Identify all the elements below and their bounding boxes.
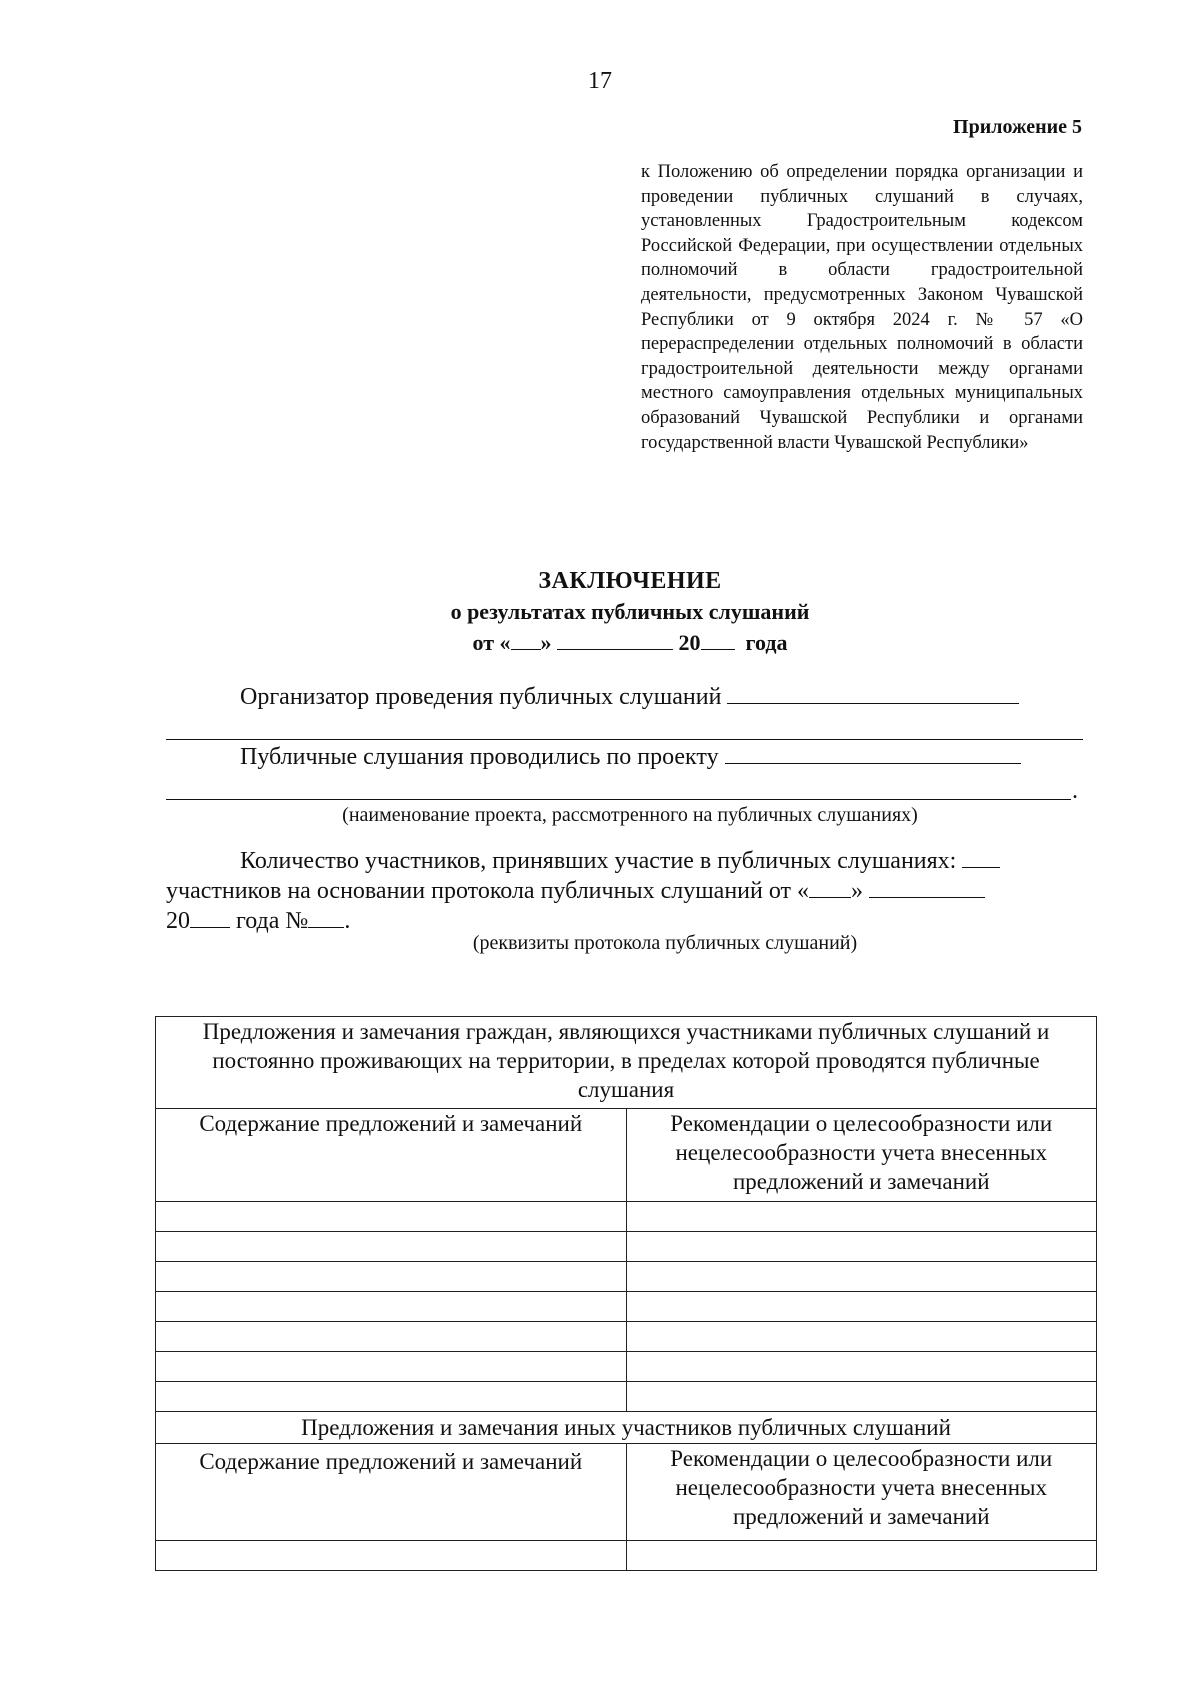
protocol-hint: (реквизиты протокола публичных слушаний) bbox=[472, 932, 858, 954]
section1-column-headers bbox=[156, 1109, 1097, 1202]
participants-line bbox=[240, 846, 1000, 876]
section2-title: Предложения и замечания иных участников публичных слушаний bbox=[156, 1412, 1097, 1444]
table-row bbox=[156, 1382, 1097, 1412]
organizer-blank-line-2[interactable] bbox=[166, 739, 1083, 740]
project-hint: (наименование проекта, рассмотренного на публичных слушаниях) bbox=[342, 804, 918, 826]
table-row bbox=[156, 1541, 1097, 1571]
appendix-title: Приложение 5 bbox=[953, 116, 1082, 138]
document-title: ЗАКЛЮЧЕНИЕ bbox=[538, 568, 722, 594]
table-cell[interactable] bbox=[156, 1541, 627, 1571]
document-subtitle: о результатах публичных слушаний bbox=[450, 599, 810, 624]
project-line bbox=[240, 742, 1021, 772]
date-year-prefix: 20 bbox=[678, 630, 701, 655]
organizer-line bbox=[240, 682, 1019, 712]
protocol-day-blank[interactable] bbox=[809, 877, 851, 898]
day-blank[interactable] bbox=[511, 629, 541, 650]
project-period: . bbox=[1072, 778, 1078, 804]
column-recommendations-header-2: Рекомендации о целесообразности или нецелесообразности учета внесенных предложений и замечаний bbox=[626, 1444, 1097, 1541]
project-label: Публичные слушания проводились по проекту bbox=[240, 744, 719, 770]
table-cell[interactable] bbox=[156, 1262, 627, 1292]
table-cell[interactable] bbox=[156, 1232, 627, 1262]
table-cell[interactable] bbox=[626, 1382, 1097, 1412]
table-row bbox=[156, 1322, 1097, 1352]
organizer-label: Организатор проведения публичных слушаний bbox=[240, 684, 722, 710]
table-cell[interactable] bbox=[156, 1202, 627, 1232]
table-cell[interactable] bbox=[156, 1292, 627, 1322]
date-suffix: года bbox=[745, 630, 788, 655]
organizer-blank[interactable] bbox=[727, 683, 1019, 704]
section1-title: Предложения и замечания граждан, являющихся участниками публичных слушаний и постоянно проживающих на территории, в пределах которой проводятся публичные слушания bbox=[156, 1017, 1097, 1109]
table-cell[interactable] bbox=[156, 1382, 627, 1412]
table-cell[interactable] bbox=[156, 1352, 627, 1382]
participants-count-blank[interactable] bbox=[962, 847, 1000, 868]
column-content-header-2: Содержание предложений и замечаний bbox=[156, 1444, 627, 1541]
date-prefix: от « bbox=[472, 630, 511, 655]
protocol-number-blank[interactable] bbox=[308, 907, 344, 928]
table-row bbox=[156, 1202, 1097, 1232]
document-date-line bbox=[0, 629, 1200, 656]
year-blank[interactable] bbox=[701, 629, 735, 650]
table-cell[interactable] bbox=[626, 1541, 1097, 1571]
date-quote-close: » bbox=[540, 630, 552, 655]
table-cell[interactable] bbox=[626, 1232, 1097, 1262]
month-blank[interactable] bbox=[557, 629, 673, 650]
protocol-number-end: . bbox=[344, 908, 351, 934]
participants-line-2-text: участников на основании протокола публичных слушаний от « bbox=[166, 878, 810, 904]
table-cell[interactable] bbox=[626, 1262, 1097, 1292]
protocol-quote-close: » bbox=[851, 878, 864, 904]
table-cell[interactable] bbox=[626, 1322, 1097, 1352]
page-number: 17 bbox=[588, 68, 612, 94]
project-blank[interactable] bbox=[725, 743, 1021, 764]
protocol-month-blank[interactable] bbox=[869, 877, 985, 898]
table-cell[interactable] bbox=[626, 1292, 1097, 1322]
table-cell[interactable] bbox=[626, 1352, 1097, 1382]
appendix-reference: к Положению об определении порядка организации и проведении публичных слушаний в случаях, установленных Градостроительным кодексом Российской Федерации, при осуществлении отдельных полномочий в области градостроительной деятельности, предусмотренных Законом Чувашской Республики от 9 октября 2024 г. № 57 «О перераспределении отдельных полномочий в области градостроительной деятельности между органами местного самоуправления отдельных муниципальных образований Чувашской Республики и органами государственной власти Чувашской Республики» bbox=[641, 162, 1083, 453]
protocol-year-prefix: 20 bbox=[166, 908, 190, 934]
participants-line-2 bbox=[166, 876, 985, 906]
table-row bbox=[156, 1352, 1097, 1382]
table-row bbox=[156, 1232, 1097, 1262]
protocol-year-suffix: года № bbox=[236, 908, 309, 934]
column-content-header: Содержание предложений и замечаний bbox=[156, 1109, 627, 1202]
section2-column-headers bbox=[156, 1444, 1097, 1541]
section2-header-row bbox=[156, 1412, 1097, 1444]
table-row bbox=[156, 1292, 1097, 1322]
section1-header-row bbox=[156, 1017, 1097, 1109]
project-blank-line-2[interactable] bbox=[166, 799, 1071, 800]
proposals-table bbox=[155, 1016, 1097, 1571]
protocol-year-blank[interactable] bbox=[190, 907, 230, 928]
table-cell[interactable] bbox=[156, 1322, 627, 1352]
column-recommendations-header: Рекомендации о целесообразности или нецелесообразности учета внесенных предложений и замечаний bbox=[626, 1109, 1097, 1202]
table-cell[interactable] bbox=[626, 1202, 1097, 1232]
table-row bbox=[156, 1262, 1097, 1292]
participants-label: Количество участников, принявших участие в публичных слушаниях: bbox=[240, 848, 957, 874]
